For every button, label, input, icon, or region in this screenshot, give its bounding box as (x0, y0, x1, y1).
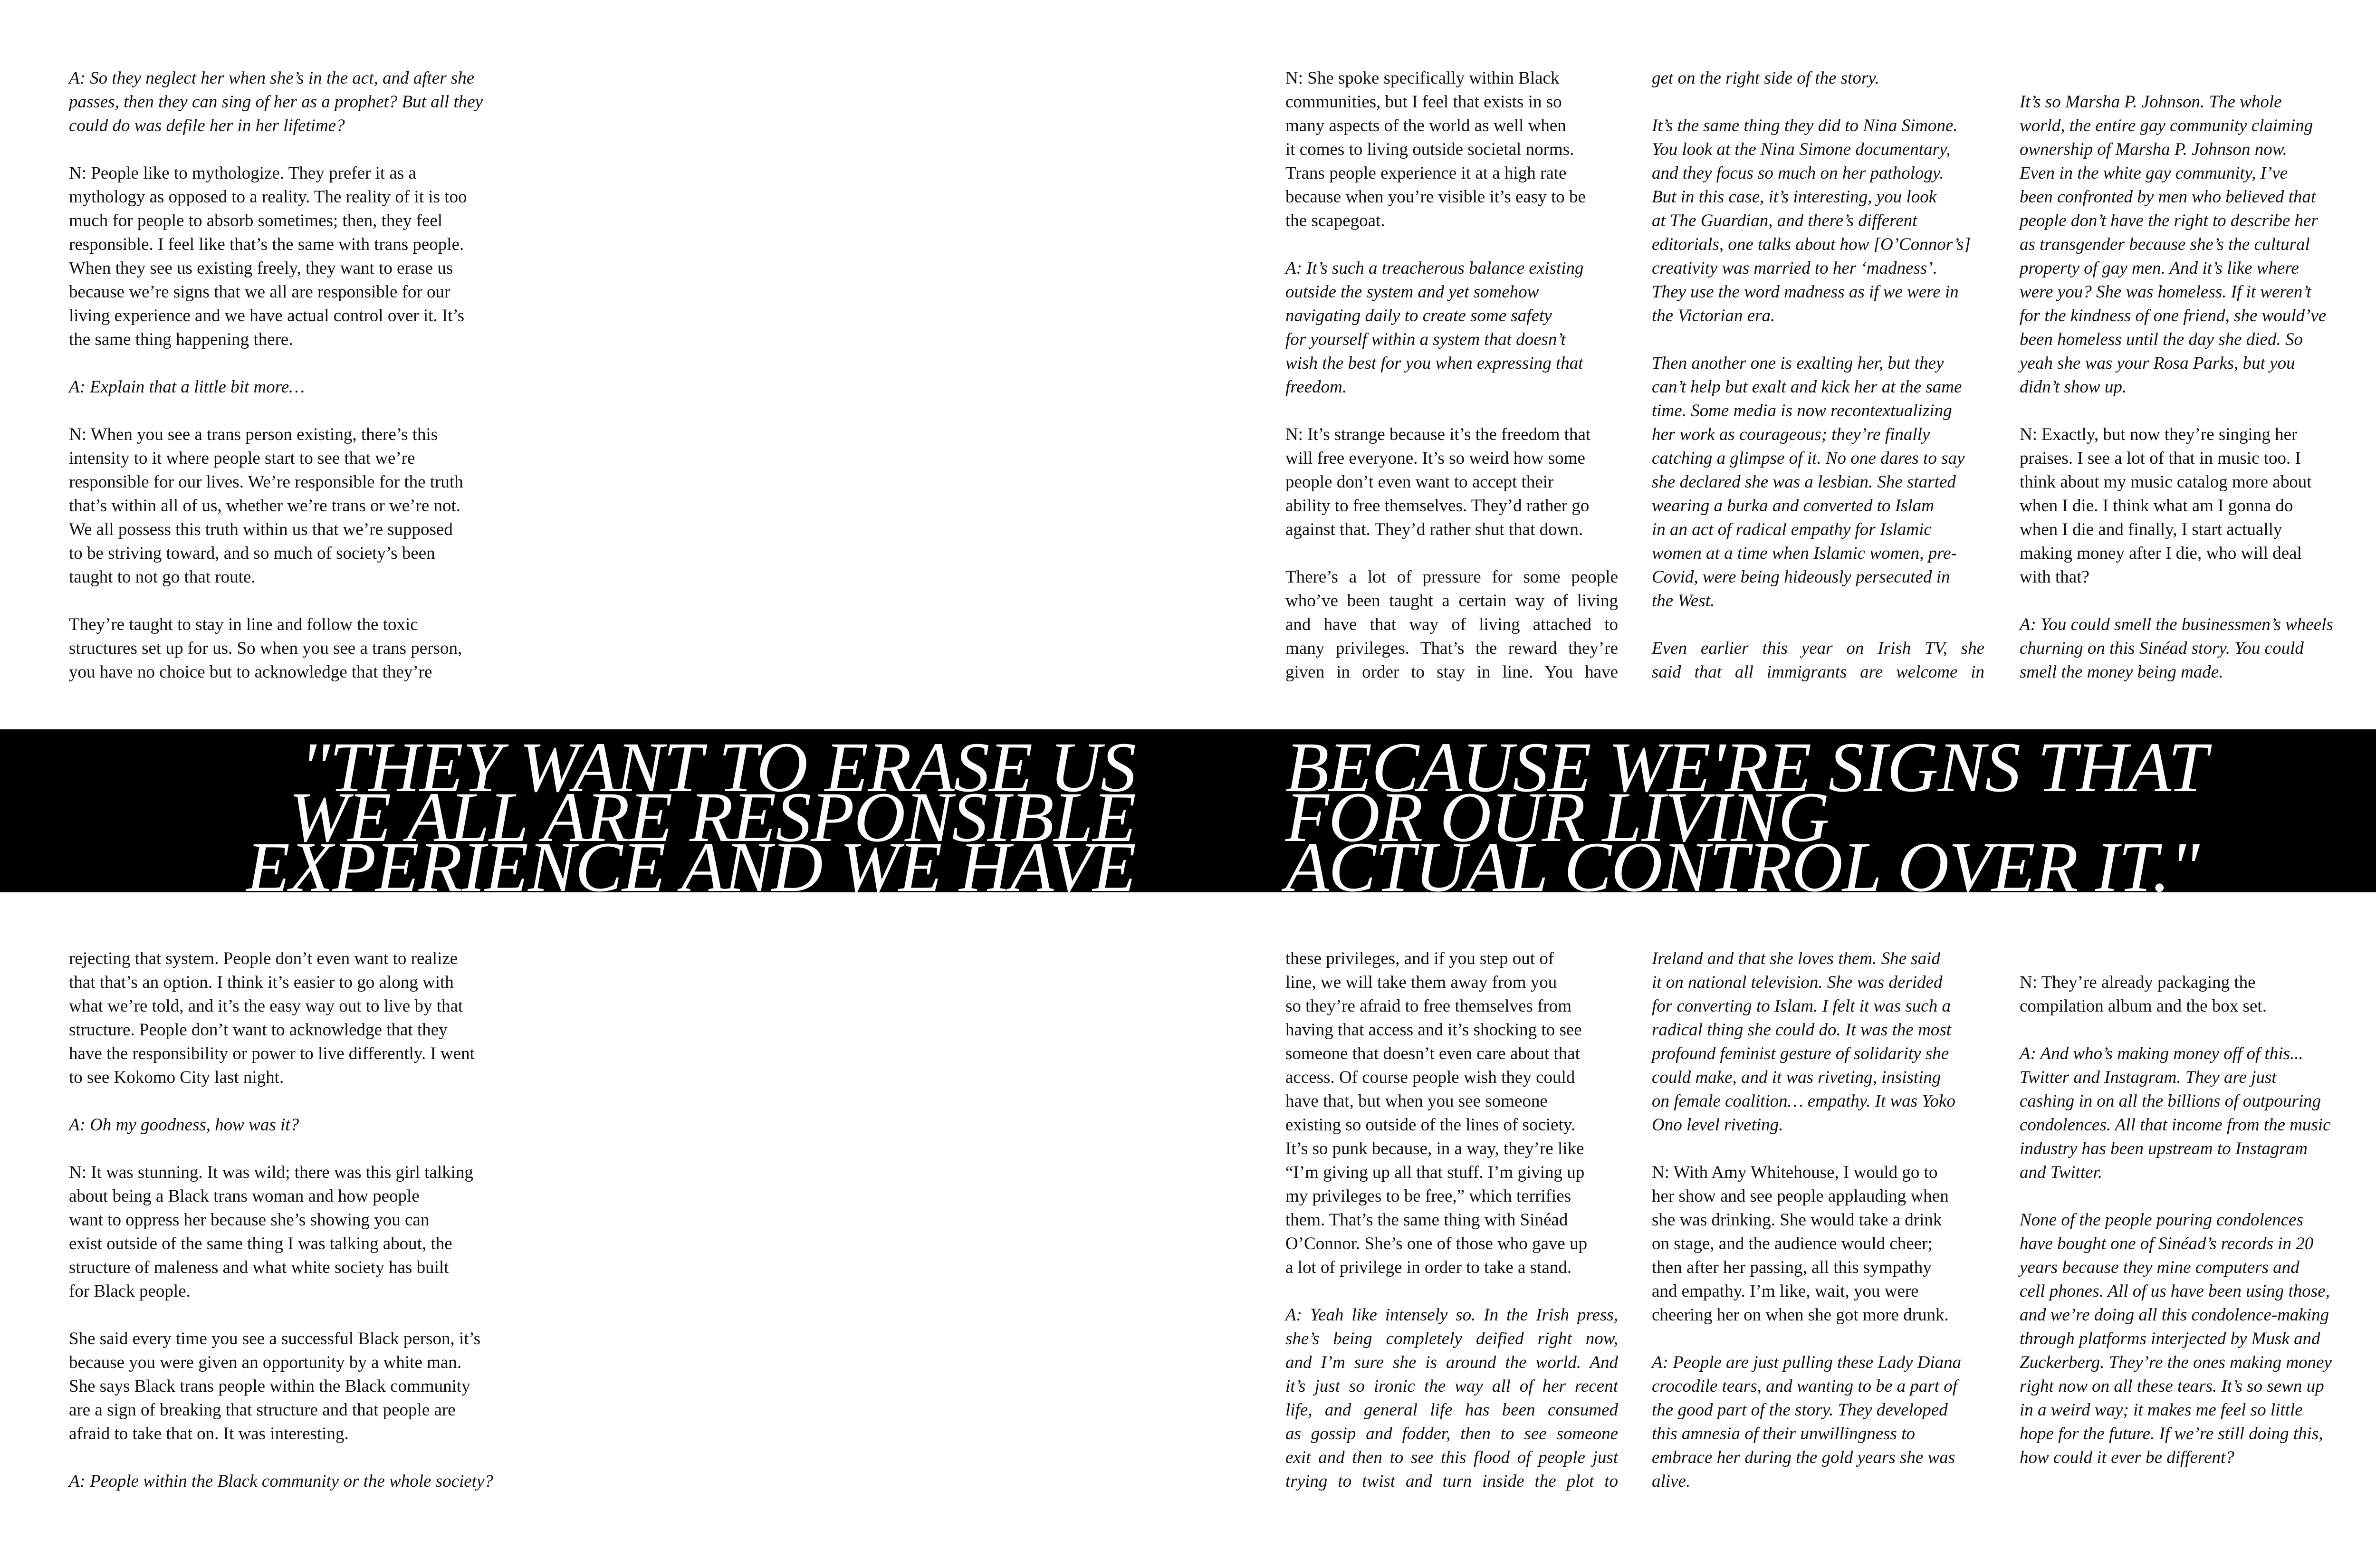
question-paragraph: Even earlier this year on Irish TV, she said that all immigrants are welcome in (1652, 639, 1984, 682)
question-paragraph: A: It’s such a treacherous balance existing outside the system and yet somehow navigating daily to create some safety for yourself within a system that doesn’t wish the best for you when expressing that freedom. (1285, 258, 1584, 397)
answer-paragraph: N: When you see a trans person existing, there’s this intensity to it where people start to see that we’re responsible for our lives. We’re responsible for the truth that’s within all of us, whether we’re trans or we’re not. We all possess this truth within us that we’re supposed to be striving toward, and so much of society’s been taught to not go that route. (69, 425, 463, 587)
question-paragraph: It’s so Marsha P. Johnson. The whole world, the entire gay community claiming ownership of Marsha P. Johnson now. Even in the white gay community, I’ve been confronted by men who believed that people don’t have the right to describe her as transgender because she’s the cultural property of gay men. And it’s like where were you? She was homeless. If it weren’t for the kindness of one friend, she would’ve been homeless until the day she died. So yeah she was your Rosa Parks, but you didn’t show up. (2020, 92, 2327, 397)
pull-quote-right: BECAUSE WE'RE SIGNS THAT FOR OUR LIVING ACTUAL CONTROL OVER IT." (1285, 729, 2207, 892)
question-paragraph: A: People are just pulling these Lady Diana crocodile tears, and wanting to be a part of the good part of the story. They developed this amnesia of their unwillingness to embrace her during the gold years she was alive. (1652, 1353, 1962, 1491)
right-page-column-1-top (1285, 67, 1618, 684)
answer-paragraph: N: Exactly, but now they’re singing her praises. I see a lot of that in music too. I think about my music catalog more about when I die. I think what am I gonna do when I die and finally, I start actually making money after I die, who will deal with that? (2020, 425, 2312, 587)
left-page-column-bottom (69, 947, 520, 1493)
answer-paragraph: rejecting that system. People don’t even want to realize that that’s an option. I think it’s easier to go along with what we’re told, and it’s the easy way out to live by that structure. People don’t want to acknowledge that they have the responsibility or power to live differently. I went to see Kokomo City last night. (69, 949, 475, 1087)
question-paragraph: A: Oh my goodness, how was it? (69, 1115, 299, 1135)
question-paragraph: A: So they neglect her when she’s in the act, and after she passes, then they can sing of her as a prophet? But all they could do was defile her in her lifetime? (69, 68, 483, 135)
question-paragraph: Ireland and that she loves them. She said it on national television. She was derided for converting to Islam. I felt it was such a radical thing she could do. It was the most profound feminist gesture of solidarity she could make, and it was riveting, insisting on female coalition… empathy. It was Yoko Ono level riveting. (1652, 949, 1955, 1135)
question-paragraph: Then another one is exalting her, but they can’t help but exalt and kick her at the same time. Some media is now recontextualizing her work as courageous; they’re finally catching a glimpse of it. No one dares to say she declared she was a lesbian. She started wearing a burka and converted to Islam in an act of radical empathy for Islamic women at a time when Islamic women, pre- Covid, were being hideously persecuted in the West. (1652, 354, 1965, 611)
pull-quote-banner (0, 729, 2376, 892)
question-paragraph: It’s the same thing they did to Nina Simone. You look at the Nina Simone documentary, and they focus so much on her pathology. But in this case, it’s interesting, you look at The Guardian, and there’s different editorials, one talks about how [O’Connor’s] creativity was married to her ‘madness’. They use the word madness as if we were in the Victorian era. (1652, 116, 1971, 325)
answer-paragraph: N: It was stunning. It was wild; there was this girl talking about being a Black trans woman and how people want to oppress her because she’s showing you can exist outside of the same thing I was talking about, the structure of maleness and what white society has built for Black people. (69, 1163, 473, 1301)
question-paragraph: A: Yeah like intensely so. In the Irish press, she’s being completely deified right now, and I’m sure she is around the world. And it’s just so ironic the way all of her recent life, and general life has been consumed as gossip and fodder, then to see someone exit and then to see this flood of people just trying to twist and turn inside the plot to (1285, 1305, 1618, 1491)
question-paragraph: A: And who’s making money off of this... Twitter and Instagram. They are just cashing in on all the billions of outpouring condolences. All that income from the music industry has been upstream to Instagram and Twitter. (2020, 1044, 2331, 1182)
question-paragraph: get on the right side of the story. (1652, 68, 1879, 88)
right-page-column-2-bottom (1652, 947, 1984, 1493)
answer-paragraph: N: They’re already packaging the compilation album and the box set. (2020, 973, 2267, 1016)
answer-paragraph: They’re taught to stay in line and follow the toxic structures set up for us. So when you see a trans person, you have no choice but to acknowledge that they’re (69, 615, 462, 682)
answer-paragraph: N: She spoke specifically within Black communities, but I feel that exists in so many aspects of the world as well when it comes to living outside societal norms. Trans people experience it at a high rate because when you’re visible it’s easy to be the scapegoat. (1285, 68, 1586, 230)
question-paragraph: A: People within the Black community or the whole society? (69, 1472, 493, 1491)
answer-paragraph: N: With Amy Whitehouse, I would go to her show and see people applauding when she was drinking. She would take a drink on stage, and the audience would cheer; then after her passing, all this sympathy and empathy. I’m like, wait, you were cheering her on when she got more drunk. (1652, 1163, 1949, 1325)
pull-quote-left: "THEY WANT TO ERASE US WE ALL ARE RESPONSIBLE EXPERIENCE AND WE HAVE (246, 729, 1136, 892)
answer-paragraph: There’s a lot of pressure for some people who’ve been taught a certain way of living and have that way of living attached to many privileges. That’s the reward they’re given in order to stay in line. You have (1285, 567, 1618, 682)
answer-paragraph: N: It’s strange because it’s the freedom that will free everyone. It’s so weird how some people don’t even want to accept their ability to free themselves. They’d rather go against that. They’d rather shut that down. (1285, 425, 1591, 539)
right-page-column-3-bottom (2020, 971, 2352, 1470)
question-paragraph: None of the people pouring condolences have bought one of Sinéad’s records in 20 years because they mine computers and cell phones. All of us have been using those, and we’re doing all this condolence-making through platforms interjected by Musk and Zuckerberg. They’re the ones making money right now on all these tears. It’s so sewn up in a weird way; it makes me feel so little hope for the future. If we’re still doing this, how could it ever be different? (2020, 1210, 2332, 1467)
left-page-column-top (69, 67, 520, 684)
answer-paragraph: these privileges, and if you step out of line, we will take them away from you so they’re afraid to free themselves from having that access and it’s shocking to see someone that doesn’t even care about that access. Of course people wish they could have that, but when you see someone existing so outside of the lines of society. It’s so punk because, in a way, they’re like “I’m giving up all that stuff. I’m giving up my privileges to be free,” which terrifies them. That’s the same thing with Sinéad O’Connor. She’s one of those who gave up a lot of privilege in order to take a stand. (1285, 949, 1588, 1277)
question-paragraph: A: You could smell the businessmen’s wheels churning on this Sinéad story. You could smell the money being made. (2020, 615, 2333, 682)
right-page-column-2-top (1652, 67, 1984, 684)
right-page-column-3-top (2020, 90, 2352, 684)
answer-paragraph: N: People like to mythologize. They prefer it as a mythology as opposed to a reality. The reality of it is too much for people to absorb sometimes; then, they feel responsible. I feel like that’s the same with trans people. When they see us existing freely, they want to erase us because we’re signs that we all are responsible for our living experience and we have actual control over it. It’s the same thing happening there. (69, 163, 467, 349)
answer-paragraph: She said every time you see a successful Black person, it’s because you were given an opportunity by a white man. She says Black trans people within the Black community are a sign of breaking that structure and that people are afraid to take that on. It was interesting. (69, 1329, 481, 1444)
right-page-column-1-bottom (1285, 947, 1618, 1493)
question-paragraph: A: Explain that a little bit more… (69, 377, 305, 397)
